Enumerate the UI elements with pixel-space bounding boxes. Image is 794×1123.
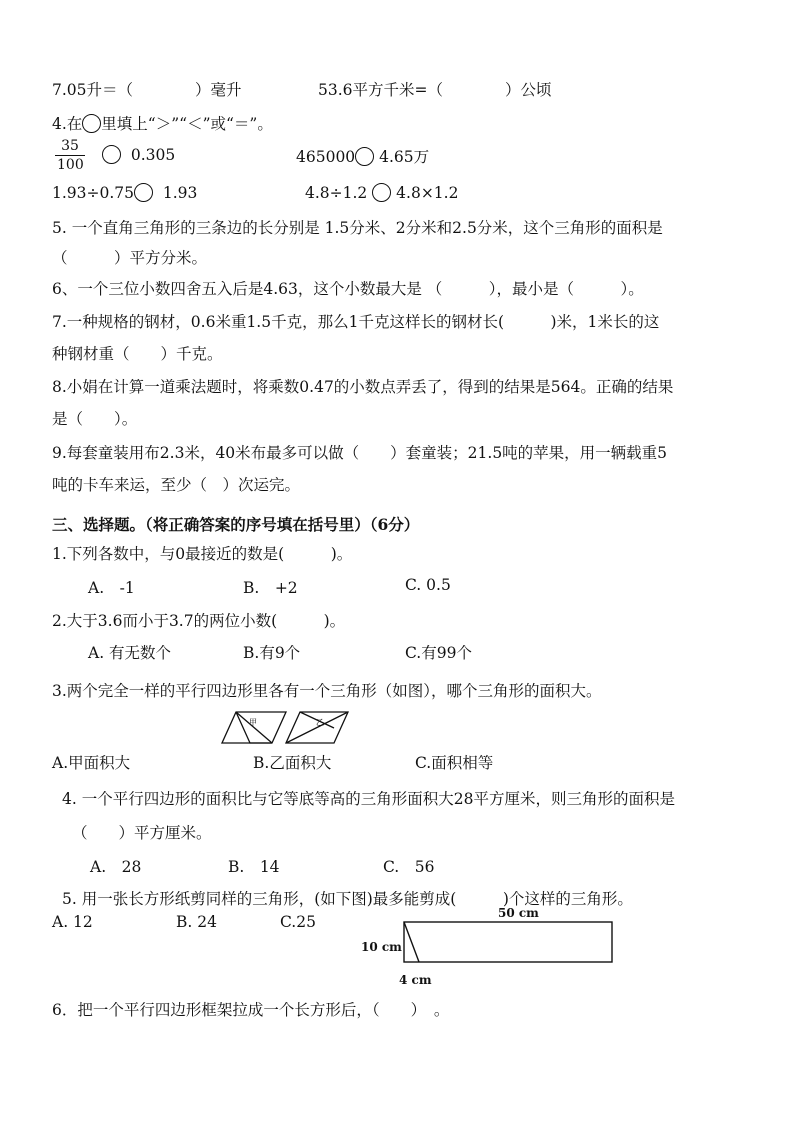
c5-option-a[interactable]: A. 12 xyxy=(52,913,93,931)
c5-question: 5. 用一张长方形纸剪同样的三角形，(如下图)最多能剪成( )个这样的三角形。 xyxy=(62,890,633,908)
q5-line2: （ ）平方分米。 xyxy=(52,249,208,267)
triangle-2 xyxy=(286,712,348,743)
c4-line2: （ ）平方厘米。 xyxy=(72,824,212,842)
unit-conversion-left: 7.05升＝（ ）毫升 xyxy=(52,81,242,99)
q4-c-left: 1.93÷0.75 xyxy=(52,184,135,202)
q4-suffix: 里填上“＞”“＜”或“＝”。 xyxy=(101,115,273,133)
rectangle-paper-figure xyxy=(360,900,620,990)
q4-c-right: 1.93 xyxy=(162,184,198,202)
fraction-35-100 xyxy=(57,137,83,174)
fraction-denominator: 100 xyxy=(57,157,84,173)
c2-option-a[interactable]: A. 有无数个 xyxy=(88,644,172,662)
answer-circle[interactable] xyxy=(372,183,391,202)
fraction-numerator: 35 xyxy=(61,138,79,154)
unit-conversion-right: 53.6平方千米=（ ）公顷 xyxy=(318,81,552,99)
q4-item-d xyxy=(305,183,458,202)
c1-option-b[interactable]: B. +2 xyxy=(243,579,298,597)
q4-b-right: 4.65万 xyxy=(379,148,430,166)
q4-prefix: 4.在 xyxy=(52,115,83,133)
q9-line2: 吨的卡车来运，至少（ ）次运完。 xyxy=(52,476,301,494)
answer-circle[interactable] xyxy=(355,147,374,166)
fig-label-jia: 甲 xyxy=(249,718,257,727)
q7-line1: 7.一种规格的钢材，0.6米重1.5千克，那么1千克这样长的钢材长( )米，1米长的这 xyxy=(52,313,660,331)
c6-question: 6．把一个平行四边形框架拉成一个长方形后，（ ） 。 xyxy=(52,1001,450,1019)
q4-d-left: 4.8÷1.2 xyxy=(305,184,368,202)
c5-option-c[interactable]: C.25 xyxy=(280,913,316,931)
c2-option-b[interactable]: B.有9个 xyxy=(243,644,301,662)
q6-line1: 6、一个三位小数四舍五入后是4.63，这个小数最大是 （ ），最小是（ ）。 xyxy=(52,280,644,298)
c4-option-b[interactable]: B. 14 xyxy=(228,858,280,876)
c4-option-c[interactable]: C. 56 xyxy=(383,858,435,876)
q4-item-b xyxy=(296,145,429,167)
dim-length-label: 50 cm xyxy=(498,906,539,920)
dim-base-label: 4 cm xyxy=(399,973,432,987)
c1-option-c[interactable]: C. 0.5 xyxy=(405,576,451,594)
c3-option-c[interactable]: C.面积相等 xyxy=(415,754,494,772)
q9-line1: 9.每套童装用布2.3米，40米布最多可以做（ ）套童装；21.5吨的苹果，用一辆载重5 xyxy=(52,444,668,462)
c2-option-c[interactable]: C.有99个 xyxy=(405,644,472,662)
c1-question: 1.下列各数中，与0最接近的数是( )。 xyxy=(52,545,353,563)
c4-option-a[interactable]: A. 28 xyxy=(90,858,142,876)
c1-option-a[interactable]: A. -1 xyxy=(88,579,135,597)
q8-line1: 8.小娟在计算一道乘法题时，将乘数0.47的小数点弄丢了，得到的结果是564。正确的结果 xyxy=(52,378,674,396)
section3-title: 三、选择题。（将正确答案的序号填在括号里）（6分） xyxy=(52,515,420,534)
answer-circle[interactable] xyxy=(134,183,153,202)
c3-option-a[interactable]: A.甲面积大 xyxy=(52,754,131,772)
q7-line2: 种钢材重（ ）千克。 xyxy=(52,345,223,363)
q4-instruction xyxy=(52,112,273,134)
q5-line1: 5. 一个直角三角形的三条边的长分别是 1.5分米、2分米和2.5分米，这个三角形的面积是 xyxy=(52,219,663,237)
parallelogram-triangle-figure xyxy=(220,708,350,748)
q4-item-a xyxy=(102,145,175,164)
q4-item-c xyxy=(52,183,197,202)
c4-line1: 4. 一个平行四边形的面积比与它等底等高的三角形面积大28平方厘米，则三角形的面积是 xyxy=(62,790,675,808)
paper-rectangle xyxy=(404,922,612,962)
q4-d-right: 4.8×1.2 xyxy=(396,184,459,202)
c3-question: 3.两个完全一样的平行四边形里各有一个三角形（如图），哪个三角形的面积大。 xyxy=(52,682,602,700)
q8-line2: 是（ ）。 xyxy=(52,410,138,428)
fig-label-yi: 乙 xyxy=(316,718,324,727)
compare-circle-icon xyxy=(82,114,101,133)
triangle-1-side xyxy=(236,712,272,743)
c3-option-b[interactable]: B.乙面积大 xyxy=(253,754,332,772)
c5-option-b[interactable]: B. 24 xyxy=(176,913,217,931)
dim-height-label: 10 cm xyxy=(361,940,402,954)
c2-question: 2.大于3.6而小于3.7的两位小数( )。 xyxy=(52,612,346,630)
q4-b-left: 465000 xyxy=(296,148,356,166)
cut-triangle-line xyxy=(404,922,419,962)
q4-a-right: 0.305 xyxy=(130,146,176,164)
answer-circle[interactable] xyxy=(102,145,121,164)
